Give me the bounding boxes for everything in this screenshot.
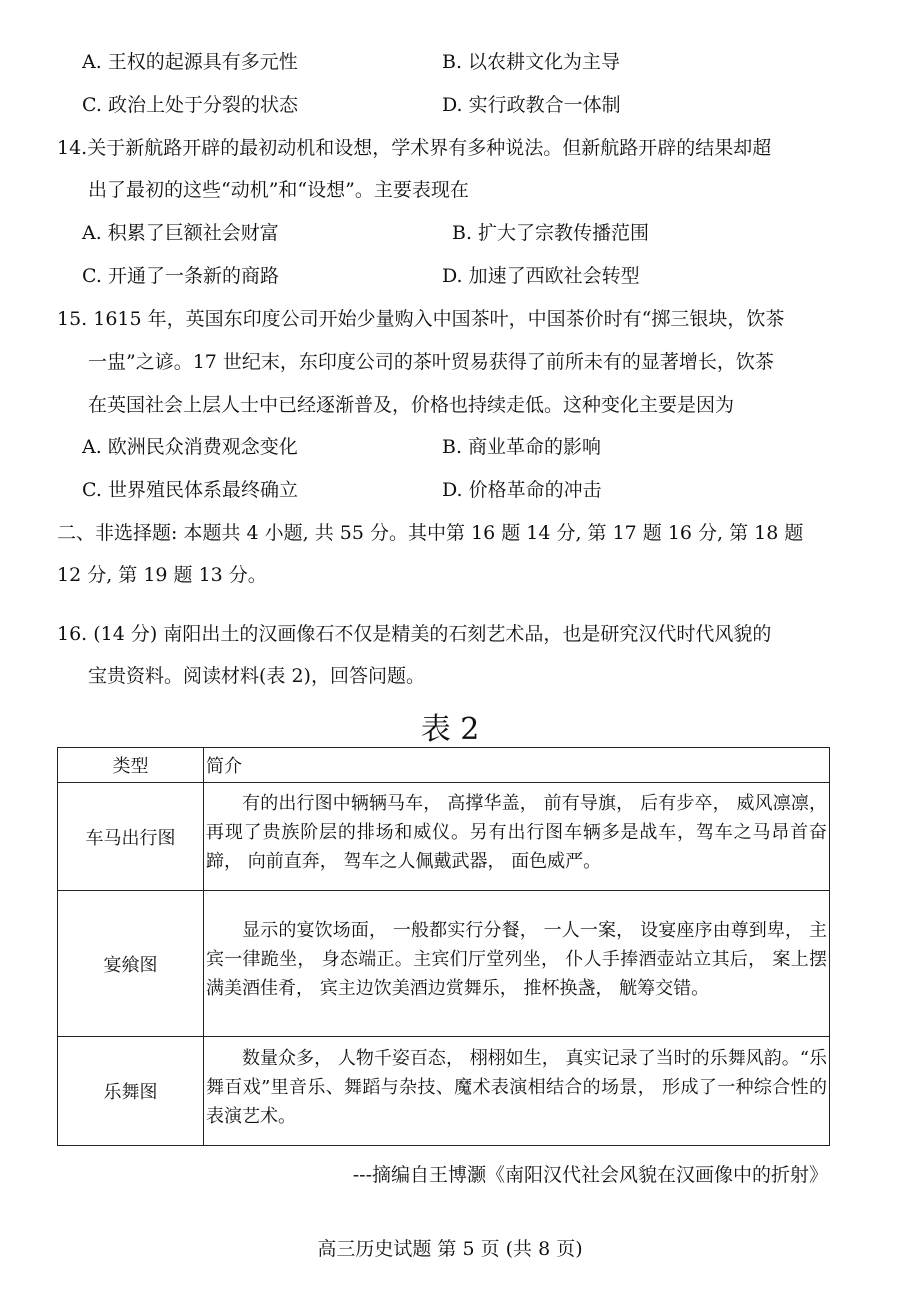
q14-option-c: C. 开通了一条新的商路 bbox=[82, 265, 279, 287]
q14-option-b: B. 扩大了宗教传播范围 bbox=[452, 222, 650, 244]
row-desc-text: 有的出行图中辆辆马车， 高撑华盖， 前有导旗， 后有步卒， 威风凛凛， 再现了贵族阶层的排场和威仪。另有出行图车辆多是战车，驾车之马昂首奋蹄， 向前直奔， 驾车之人佩戴武器， 面色威严。 bbox=[206, 793, 827, 872]
row-type-yuewu: 乐舞图 bbox=[58, 1037, 204, 1146]
q14-option-d: D. 加速了西欧社会转型 bbox=[442, 265, 640, 287]
q13-option-c: C. 政治上处于分裂的状态 bbox=[82, 94, 298, 116]
q13-option-a: A. 王权的起源具有多元性 bbox=[82, 51, 298, 73]
row-desc-yuewu bbox=[204, 1037, 830, 1146]
q13-option-d: D. 实行政教合一体制 bbox=[442, 94, 621, 116]
table-caption: 表 2 bbox=[420, 712, 480, 747]
table-source-citation: ---摘编自王博灏《南阳汉代社会风貌在汉画像中的折射》 bbox=[352, 1164, 828, 1186]
row-desc-yanxiang bbox=[204, 891, 830, 1037]
table-row bbox=[58, 891, 830, 1037]
q15-option-c: C. 世界殖民体系最终确立 bbox=[82, 479, 298, 501]
row-type-chema: 车马出行图 bbox=[58, 783, 204, 891]
section2-instructions-line2: 12 分, 第 19 题 13 分。 bbox=[57, 564, 267, 586]
row-desc-text: 显示的宴饮场面， 一般都实行分餐， 一人一案， 设宴座序由尊到卑， 主宾一律跪坐， 身态端正。主宾们厅堂列坐， 仆人手捧酒壶站立其后， 案上摆满美酒佳肴， 宾主边饮美酒边赏舞乐， 推杯换盏， 觥筹交错。 bbox=[206, 920, 827, 999]
table-row bbox=[58, 783, 830, 891]
row-desc-chema bbox=[204, 783, 830, 891]
q15-stem-line2: 一盅”之谚。17 世纪末，东印度公司的茶叶贸易获得了前所未有的显著增长，饮茶 bbox=[88, 351, 774, 373]
q14-option-a: A. 积累了巨额社会财富 bbox=[82, 222, 279, 244]
q13-option-b: B. 以农耕文化为主导 bbox=[442, 51, 621, 73]
q14-stem-line2: 出了最初的这些“动机”和“设想”。主要表现在 bbox=[88, 179, 469, 201]
q14-stem-line1: 14.关于新航路开辟的最初动机和设想，学术界有多种说法。但新航路开辟的结果却超 bbox=[57, 137, 772, 159]
section2-instructions-line1: 二、非选择题: 本题共 4 小题, 共 55 分。其中第 16 题 14 分, 第 17 题 16 分, 第 18 题 bbox=[57, 522, 804, 544]
table-2 bbox=[57, 747, 830, 1146]
q15-option-b: B. 商业革命的影响 bbox=[442, 436, 602, 458]
q15-option-d: D. 价格革命的冲击 bbox=[442, 479, 602, 501]
q15-stem-line1: 15. 1615 年，英国东印度公司开始少量购入中国茶叶，中国茶价时有“掷三银块，饮茶 bbox=[57, 308, 785, 330]
row-desc-text: 数量众多， 人物千姿百态， 栩栩如生， 真实记录了当时的乐舞风韵。“乐舞百戏”里音乐、舞蹈与杂技、魔术表演相结合的场景， 形成了一种综合性的表演艺术。 bbox=[206, 1047, 827, 1127]
q15-option-a: A. 欧洲民众消费观念变化 bbox=[82, 436, 298, 458]
table-header-row bbox=[58, 748, 830, 783]
table-row bbox=[58, 1037, 830, 1146]
page-footer: 高三历史试题 第 5 页 (共 8 页) bbox=[317, 1238, 583, 1260]
header-type: 类型 bbox=[58, 748, 204, 783]
q15-stem-line3: 在英国社会上层人士中已经逐渐普及，价格也持续走低。这种变化主要是因为 bbox=[88, 394, 735, 416]
q16-stem-line1: 16. (14 分) 南阳出土的汉画像石不仅是精美的石刻艺术品，也是研究汉代时代风貌的 bbox=[57, 623, 772, 645]
row-type-yanxiang: 宴飨图 bbox=[58, 891, 204, 1037]
q16-stem-line2: 宝贵资料。阅读材料(表 2)，回答问题。 bbox=[88, 665, 425, 687]
header-description: 简介 bbox=[204, 748, 830, 783]
